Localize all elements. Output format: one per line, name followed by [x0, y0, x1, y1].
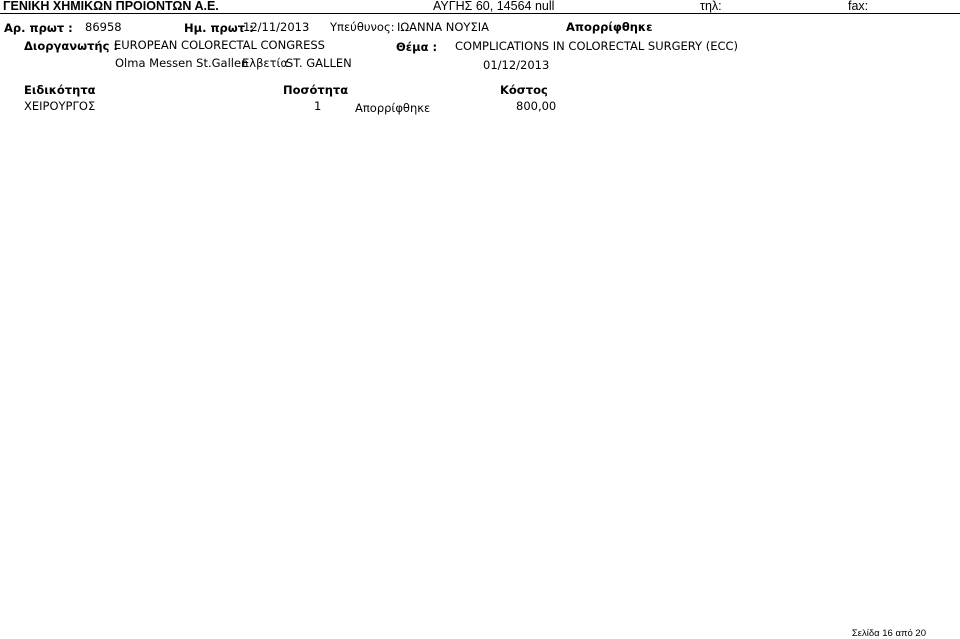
organizer-value: EUROPEAN COLORECTAL CONGRESS: [114, 38, 325, 52]
status-badge: Απορρίφθηκε: [566, 20, 653, 34]
row-quantity: 1: [314, 99, 322, 113]
subject-label: Θέμα :: [396, 40, 438, 54]
page-number: Σελίδα 16 από 20: [851, 628, 926, 639]
quantity-header: Ποσότητα: [283, 83, 349, 97]
cost-header: Κόστος: [500, 83, 548, 97]
phone-label: τηλ:: [700, 0, 722, 13]
subject-value: COMPLICATIONS IN COLORECTAL SURGERY (ECC): [455, 39, 739, 53]
company-address: ΑΥΓΗΣ 60, 14564 null: [433, 0, 555, 13]
venue: Olma Messen St.Gallen: [115, 56, 249, 70]
country: Ελβετία: [242, 56, 289, 70]
protocol-label: Αρ. πρωτ :: [4, 21, 73, 35]
row-status: Απορρίφθηκε: [355, 101, 431, 115]
event-date: 01/12/2013: [483, 58, 550, 72]
protocol-number: 86958: [85, 20, 122, 34]
responsible-label: Υπεύθυνος:: [330, 20, 395, 34]
city: ST. GALLEN: [286, 56, 352, 70]
responsible-name: ΙΩΑΝΝΑ ΝΟΥΣΙΑ: [397, 20, 489, 34]
row-specialty: ΧΕΙΡΟΥΡΓΟΣ: [24, 99, 96, 113]
organizer-label: Διοργανωτής :: [24, 39, 119, 53]
fax-label: fax:: [848, 0, 869, 13]
header-divider: [0, 13, 960, 14]
company-name: ΓΕΝΙΚΗ ΧΗΜΙΚΩΝ ΠΡΟΙΟΝΤΩΝ Α.Ε.: [3, 0, 219, 13]
row-cost: 800,00: [516, 99, 557, 113]
protocol-date-label: Ημ. πρωτ :: [184, 21, 254, 35]
specialty-header: Ειδικότητα: [24, 83, 96, 97]
protocol-date-value: 12/11/2013: [243, 20, 310, 34]
